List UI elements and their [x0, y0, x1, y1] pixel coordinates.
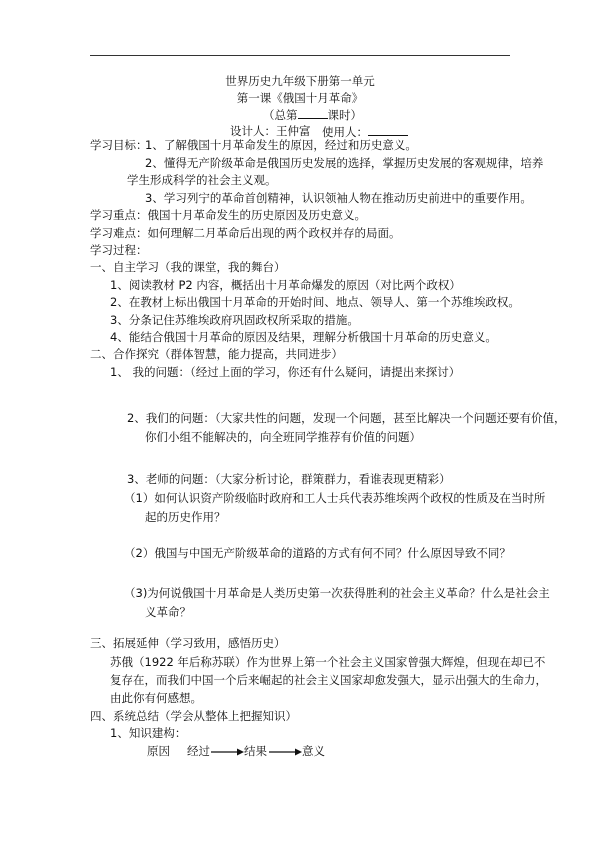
- period-prefix: （总第: [263, 108, 298, 122]
- question-3: 3、老师的问题：（大家分析讨论，群策群力，看谁表现更精彩）: [127, 472, 451, 486]
- right-arrow-icon: [211, 747, 245, 757]
- designer-name: 王仲富: [276, 124, 311, 138]
- section3-paragraph-line2: 复存在，而我们中国一个后来崛起的社会主义国家却愈发强大，显示出强大的生命力，: [110, 673, 547, 687]
- question-2-line1: 2、我们的问题：（大家共性的问题，发现一个问题，甚至比解决一个问题还要有价值，: [127, 411, 566, 425]
- top-rule: [90, 55, 510, 56]
- worksheet-title: 世界历史九年级下册第一单元: [225, 74, 375, 88]
- period-line: [263, 107, 362, 123]
- process-label: 学习过程：: [90, 243, 148, 257]
- section1-title: 一、自主学习（我的课堂，我的舞台）: [90, 260, 286, 274]
- goal-2-line2: 学生形成科学的社会主义观。: [127, 173, 277, 187]
- sub-question-3-line1: （3)为何说俄国十月革命是人类历史第一次获得胜利的社会主义革命？什么是社会主: [124, 586, 550, 600]
- section4-title: 四、系统总结（学会从整体上把握知识）: [90, 709, 297, 723]
- difficulty: 学习难点：如何理解二月革命后出现的两个政权并存的局面。: [90, 226, 401, 240]
- flow-process: 经过: [187, 744, 210, 758]
- section3-title: 三、拓展延伸（学习致用，感悟历史）: [90, 636, 286, 650]
- right-arrow-icon: [269, 747, 303, 757]
- section1-item: 1、阅读教材 P2 内容，概括出十月革命爆发的原因（对比两个政权）: [110, 278, 461, 292]
- user-label: 使用人：: [322, 125, 368, 139]
- key-point: 学习重点：俄国十月革命发生的历史原因及历史意义。: [90, 208, 366, 222]
- flow-cause: 原因: [147, 744, 170, 758]
- goal-3: 3、学习列宁的革命首创精神，认识领袖人物在推动历史前进中的重要作用。: [145, 191, 532, 205]
- section2-title: 二、合作探究（群体智慧，能力提高，共同进步）: [90, 347, 343, 361]
- goals-label: 学习目标：: [90, 138, 148, 152]
- user-blank: [368, 124, 408, 136]
- question-1: 1、 我的问题：（经过上面的学习，你还有什么疑问，请提出来探讨）: [110, 365, 461, 379]
- period-suffix: 课时）: [327, 108, 362, 122]
- goal-1: 1、了解俄国十月革命发生的原因，经过和历史意义。: [145, 138, 417, 152]
- question-2-line2: 你们小组不能解决的，向全班同学推荐有价值的问题）: [145, 430, 421, 444]
- section1-item: 2、在教材上标出俄国十月革命的开始时间、地点、领导人、第一个苏维埃政权。: [110, 295, 520, 309]
- designer-line: [230, 124, 311, 139]
- sub-question-3-line2: 义革命？: [145, 605, 191, 619]
- knowledge-construction-label: 1、知识建构：: [110, 726, 187, 740]
- section3-paragraph-line3: 由此你有何感想。: [110, 691, 202, 705]
- lesson-title: 第一课《俄国十月革命》: [236, 91, 364, 105]
- section1-item: 4、能结合俄国十月革命的原因及结果，理解分析俄国十月革命的历史意义。: [110, 330, 497, 344]
- flow-result: 结果: [244, 744, 267, 758]
- section3-paragraph-line1: 苏俄（1922 年后称苏联）作为世界上第一个社会主义国家曾强大辉煌，但现在却已不: [110, 655, 546, 669]
- period-blank: [298, 107, 328, 119]
- sub-question-1-line2: 起的历史作用？: [145, 510, 226, 524]
- sub-question-2: （2）俄国与中国无产阶级革命的道路的方式有何不同？什么原因导致不同？: [124, 546, 511, 560]
- designer-label: 设计人：: [230, 124, 276, 138]
- section1-item: 3、分条记住苏维埃政府巩固政权所采取的措施。: [110, 313, 359, 327]
- sub-question-1-line1: （1）如何认识资产阶级临时政府和工人士兵代表苏维埃两个政权的性质及在当时所: [124, 491, 546, 505]
- goal-2-line1: 2、懂得无产阶级革命是俄国历史发展的选择，掌握历史发展的客观规律，培养: [145, 156, 544, 170]
- flow-significance: 意义: [302, 744, 325, 758]
